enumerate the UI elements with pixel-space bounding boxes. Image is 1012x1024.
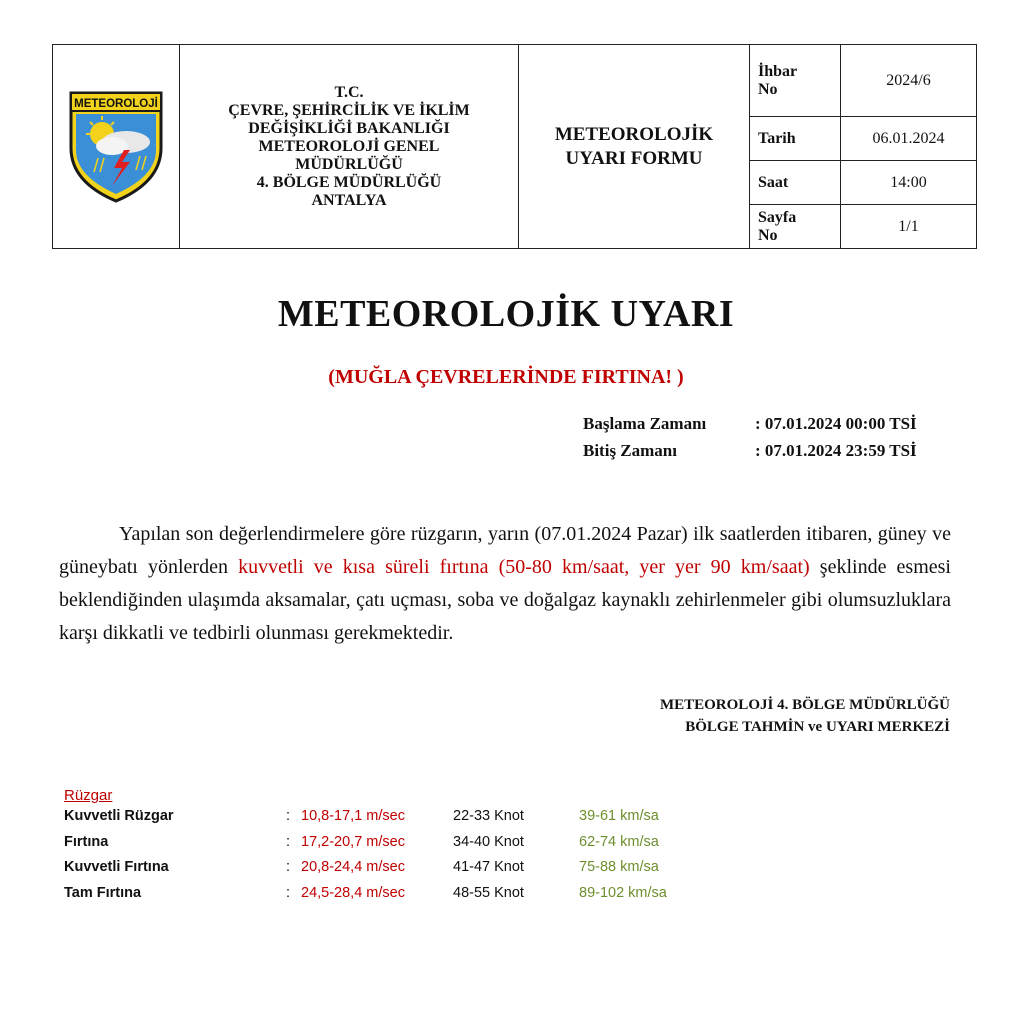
wind-ms: 24,5-28,4 m/sec <box>301 884 405 901</box>
meta-value-saat: 14:00 <box>841 161 977 205</box>
wind-knot: 34-40 Knot <box>453 833 524 850</box>
meta-label-line: No <box>758 80 778 98</box>
colon: : <box>286 884 291 901</box>
form-title-line: UYARI FORMU <box>565 147 703 169</box>
colon: : <box>286 859 291 875</box>
logo-text: METEOROLOJİ <box>74 97 158 110</box>
warning-subtitle: (MUĞLA ÇEVRELERİNDE FIRTINA! ) <box>328 366 684 388</box>
wind-title: Rüzgar <box>64 787 113 804</box>
end-time-label: Bitiş Zamanı <box>583 441 677 460</box>
meta-label-ihbar <box>750 45 841 117</box>
colon: : <box>286 808 291 824</box>
colon: : <box>286 833 291 850</box>
page-title: METEOROLOJİK UYARI <box>277 293 735 335</box>
ministry-line: METEOROLOJİ GENEL <box>258 137 440 155</box>
wind-knot: 48-55 Knot <box>453 884 524 901</box>
meta-label-line: Tarih <box>758 129 796 147</box>
meta-label-tarih <box>750 117 841 161</box>
wind-scale-table <box>64 787 667 910</box>
wind-category: Kuvvetli Rüzgar <box>64 808 174 824</box>
wind-ms: 17,2-20,7 m/sec <box>301 833 405 850</box>
wind-knot: 41-47 Knot <box>453 859 524 875</box>
ministry-line: MÜDÜRLÜĞÜ <box>295 155 403 173</box>
header-table <box>52 44 977 249</box>
meta-label-sayfa <box>750 205 841 249</box>
wind-ms: 20,8-24,4 m/sec <box>301 859 405 875</box>
meta-label-line: No <box>758 226 778 244</box>
ministry-line: DEĞİŞİKLİĞİ BAKANLIĞI <box>248 119 450 137</box>
paragraph-text: Yapılan son değerlendirmelere göre rüzgarın, yarın (07.01.2024 Pazar) ilk saatlerden itibaren, güney ve güneybatı yönlerden <box>59 523 951 578</box>
table-row <box>64 808 659 834</box>
start-time-value: : 07.01.2024 00:00 TSİ <box>755 414 917 433</box>
paragraph-text: şeklinde esmesi beklendiğinden ulaşımda aksamalar, çatı uçması, soba ve doğalgaz kaynaklı zehirlenmeler gibi olumsuzluklara karşı dikkatli ve tedbirli olunması gerekmektedir. <box>59 556 951 644</box>
wind-kmh: 75-88 km/sa <box>579 859 659 875</box>
wind-kmh: 62-74 km/sa <box>579 833 659 850</box>
ministry-line: 4. BÖLGE MÜDÜRLÜĞÜ <box>256 173 442 191</box>
wind-ms: 10,8-17,1 m/sec <box>301 808 405 824</box>
start-time-label: Başlama Zamanı <box>583 414 707 433</box>
meta-label-line: Saat <box>758 173 789 191</box>
meta-label-line: Sayfa <box>758 208 797 226</box>
warning-paragraph <box>59 518 951 650</box>
wind-knot: 22-33 Knot <box>453 808 524 824</box>
wind-kmh: 89-102 km/sa <box>579 884 667 901</box>
meta-label-line: İhbar <box>758 62 798 80</box>
ministry-line: ANTALYA <box>311 191 387 209</box>
form-title <box>519 45 750 249</box>
end-time-value: : 07.01.2024 23:59 TSİ <box>755 441 917 460</box>
ministry-line: T.C. <box>334 83 364 101</box>
meteorology-logo <box>68 90 164 204</box>
meta-value-sayfa: 1/1 <box>841 205 977 249</box>
table-row <box>64 833 659 860</box>
table-row <box>64 859 659 885</box>
wind-category: Fırtına <box>64 833 109 850</box>
signature-line: BÖLGE TAHMİN ve UYARI MERKEZİ <box>685 719 950 735</box>
ministry-block <box>180 45 519 249</box>
meta-value-tarih: 06.01.2024 <box>841 117 977 161</box>
meta-value-ihbar: 2024/6 <box>841 45 977 117</box>
meta-label-saat <box>750 161 841 205</box>
signature-line: METEOROLOJİ 4. BÖLGE MÜDÜRLÜĞÜ <box>659 697 950 713</box>
table-row <box>64 884 667 911</box>
ministry-line: ÇEVRE, ŞEHİRCİLİK VE İKLİM <box>228 101 470 119</box>
wind-kmh: 39-61 km/sa <box>579 808 659 824</box>
form-title-line: METEOROLOJİK <box>554 123 714 145</box>
wind-category: Kuvvetli Fırtına <box>64 859 169 875</box>
paragraph-highlight: kuvvetli ve kısa süreli fırtına (50-80 km/saat, yer yer 90 km/saat) <box>238 556 810 578</box>
logo-cell <box>53 45 180 249</box>
wind-category: Tam Fırtına <box>64 884 142 901</box>
